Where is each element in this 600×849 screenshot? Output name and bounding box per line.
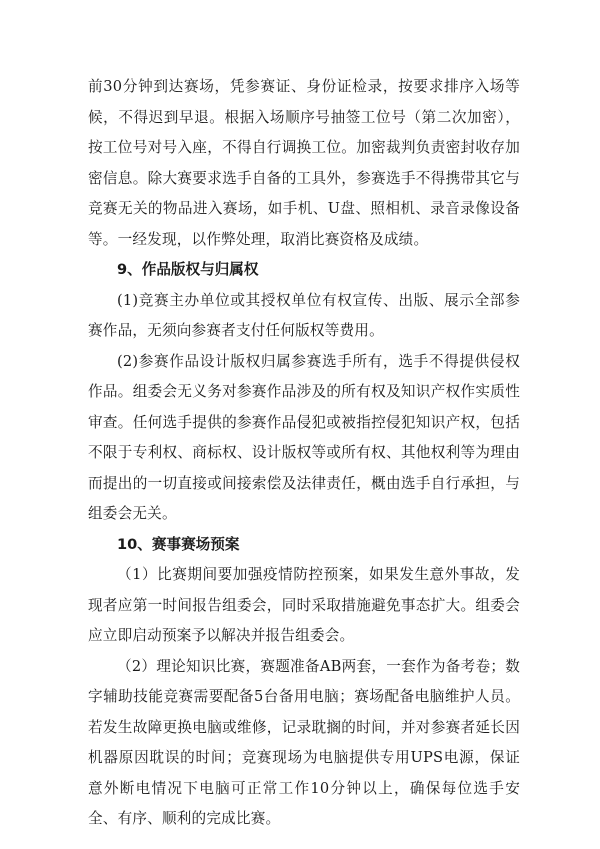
section-9-heading: 9、作品版权与归属权 [117, 261, 259, 278]
section-10-paragraph-1: （1）比赛期间要加强疫情防控预案，如果发生意外事故，发现者应第一时间报告组委会，同时采取措施避免事态扩大。组委会应立即启动预案予以解决并报告组委会。 [88, 566, 520, 644]
section-10-paragraph-2: （2）理论知识比赛，赛题准备AB两套，一套作为备考卷；数字辅助技能竞赛需要配备5台备用电脑；赛场配备电脑维护人员。若发生故障更换电脑或维修，记录耽搁的时间，并对参赛者延长因机器原因耽误的时间；竞赛现场为电脑提供专用UPS电源，保证意外断电情况下电脑可正常工作10分钟以上，确保每位选手安全、有序、顺利的完成比赛。 [88, 657, 520, 827]
section-10-heading: 10、赛事赛场预案 [117, 535, 240, 553]
paragraph-continued: 前30分钟到达赛场，凭参赛证、身份证检录，按要求排序入场等候，不得迟到早退。根据入场顺序号抽签工位号（第二次加密），按工位号对号入座，不得自行调换工位。加密裁判负责密封收存加密信息。除大赛要求选手自备的工具外，参赛选手不得携带其它与竞赛无关的物品进入赛场，如手机、U盘、照相机、录音录像设备等。一经发现，以作弊处理，取消比赛资格及成绩。 [88, 78, 520, 248]
document-body [88, 72, 520, 835]
section-9-paragraph-1: (1)竞赛主办单位或其授权单位有权宣传、出版、展示全部参赛作品，无须向参赛者支付任何版权等费用。 [88, 291, 520, 339]
section-9-paragraph-2: (2)参赛作品设计版权归属参赛选手所有，选手不得提供侵权作品。组委会无义务对参赛作品涉及的所有权及知识产权作实质性审查。任何选手提供的参赛作品侵犯或被指控侵犯知识产权，包括不限于专利权、商标权、设计版权等或所有权、其他权利等为理由而提出的一切直接或间接索偿及法律责任，概由选手自行承担，与组委会无关。 [88, 352, 520, 522]
